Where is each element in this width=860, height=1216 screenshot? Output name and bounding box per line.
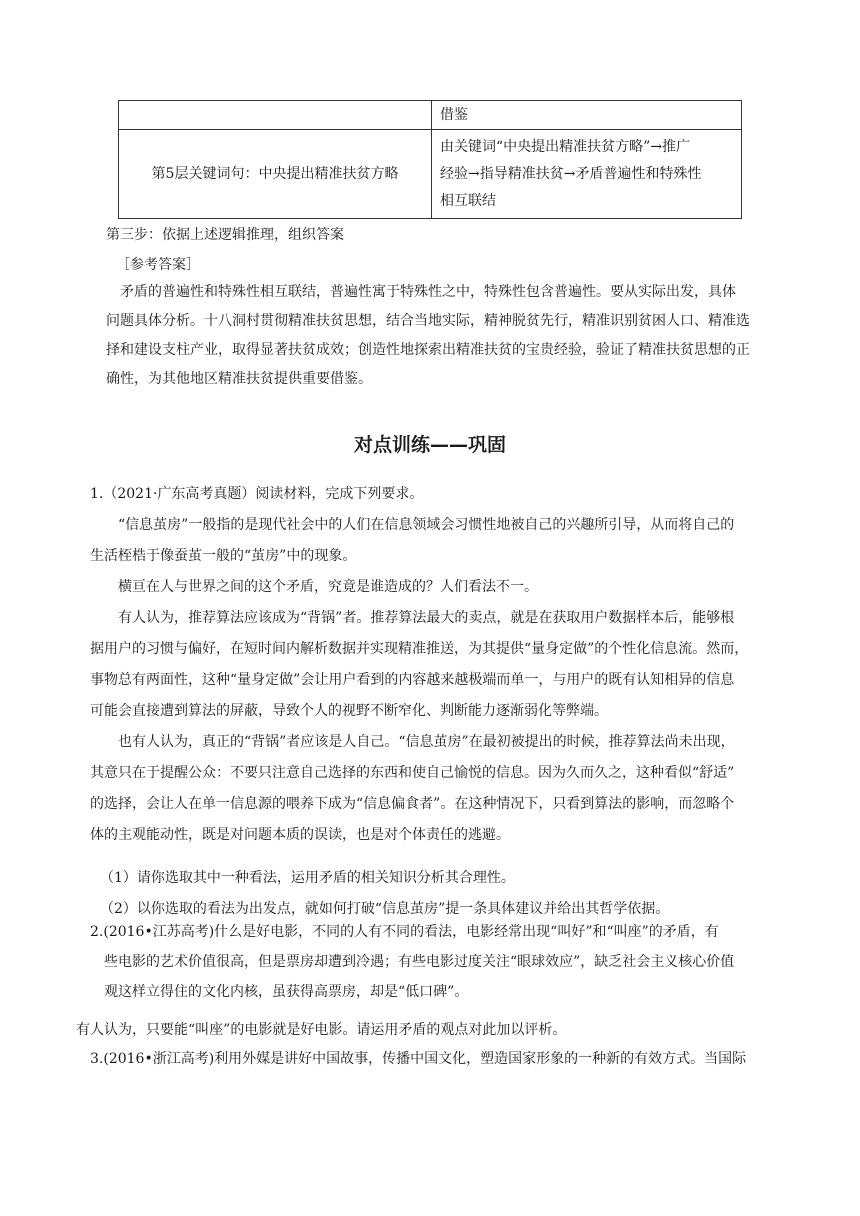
table-cell-right bbox=[432, 130, 742, 219]
question-2 bbox=[90, 917, 780, 1007]
cell-line: 经验→指导精准扶贫→矛盾普遍性和特殊性 bbox=[440, 165, 702, 182]
material-line: “信息茧房”一般指的是现代社会中的人们在信息领域会习惯性地被自己的兴趣所引导，从而将自己的 bbox=[118, 517, 735, 533]
table-cell-right: 借鉴 bbox=[432, 101, 742, 130]
answer-line: 择和建设支柱产业，取得显著扶贫成效；创造性地探索出精准扶贫的宝贵经验，验证了精准扶贫思想的正 bbox=[106, 342, 750, 358]
question-3-line: 3.(2016•浙江高考)利用外媒是讲好中国故事，传播中国文化，塑造国家形象的一种新的有效方式。当国际 bbox=[90, 1051, 747, 1067]
analysis-table bbox=[118, 100, 742, 219]
reference-answer-label: ［参考答案］ bbox=[116, 257, 200, 273]
step-three-text: 第三步：依据上述逻辑推理，组织答案 bbox=[106, 227, 344, 243]
material-line: 生活桎梏于像蚕茧一般的“茧房”中的现象。 bbox=[90, 548, 357, 564]
answer-line: 确性，为其他地区精准扶贫提供重要借鉴。 bbox=[106, 371, 372, 387]
table-row bbox=[119, 130, 742, 219]
material-line: 有人认为，推荐算法应该成为“背锅”者。推荐算法最大的卖点，就是在获取用户数据样本后，能够根 bbox=[118, 610, 735, 626]
material-line: 其意只在于提醒公众：不要只注意自己选择的东西和使自己愉悦的信息。因为久而久之，这种看似“舒适” bbox=[90, 765, 735, 781]
question-2-line: 观这样立得住的文化内核，虽获得高票房，却是“低口碑”。 bbox=[104, 984, 469, 1000]
material-line: 也有人认为，真正的“背锅”者应该是人自己。“信息茧房”在最初被提出的时候，推荐算法尚未出现， bbox=[118, 734, 735, 750]
table-row bbox=[119, 101, 742, 130]
question-2-followup: 有人认为，只要能“叫座”的电影就是好电影。请运用矛盾的观点对此加以评析。 bbox=[76, 1022, 567, 1038]
table-cell-left: 第5层关键词句：中央提出精准扶贫方略 bbox=[119, 130, 432, 219]
section-title: 对点训练——巩固 bbox=[353, 434, 506, 456]
material-line: 横亘在人与世界之间的这个矛盾，究竟是谁造成的？人们看法不一。 bbox=[118, 579, 538, 595]
reference-answer bbox=[106, 278, 766, 394]
cell-line: 由关键词“中央提出精准扶贫方略”→推广 bbox=[440, 138, 691, 155]
answer-line: 问题具体分析。十八洞村贯彻精准扶贫思想，结合当地实际，精神脱贫先行，精准识别贫困人口、精准选 bbox=[106, 313, 750, 329]
material-line: 体的主观能动性，既是对问题本质的误读，也是对个体责任的逃避。 bbox=[90, 827, 510, 843]
question-1-sub-2: （2）以你选取的看法为出发点，就如何打破“信息茧房”提一条具体建议并给出其哲学依据。 bbox=[100, 901, 670, 917]
material-line: 可能会直接遭到算法的屏蔽，导致个人的视野不断窄化、判断能力逐渐弱化等弊端。 bbox=[90, 703, 608, 719]
material-line: 的选择，会让人在单一信息源的喂养下成为“信息偏食者”。在这种情况下，只看到算法的影响，而忽略个 bbox=[90, 796, 735, 812]
question-1-sub-1: （1）请你选取其中一种看法，运用矛盾的相关知识分析其合理性。 bbox=[100, 870, 515, 886]
question-1-material bbox=[90, 510, 770, 851]
cell-line: 相互联结 bbox=[440, 192, 496, 209]
material-line: 事物总有两面性，这种“量身定做”会让用户看到的内容越来越极端而单一，与用户的既有认知相异的信息 bbox=[90, 672, 735, 688]
question-2-line: 2.(2016•江苏高考)什么是好电影，不同的人有不同的看法，电影经常出现“叫好”和“叫座”的矛盾，有 bbox=[90, 924, 719, 940]
question-1-heading: 1.（2021·广东高考真题）阅读材料，完成下列要求。 bbox=[90, 486, 424, 502]
question-2-line: 些电影的艺术价值很高，但是票房却遭到冷遇；有些电影过度关注“眼球效应”，缺乏社会主义核心价值 bbox=[104, 954, 735, 970]
material-line: 据用户的习惯与偏好，在短时间内解析数据并实现精准推送，为其提供“量身定做”的个性化信息流。然而， bbox=[90, 641, 749, 657]
answer-line: 矛盾的普遍性和特殊性相互联结，普遍性寓于特殊性之中，特殊性包含普遍性。要从实际出发，具体 bbox=[120, 284, 736, 300]
table-cell-left bbox=[119, 101, 432, 130]
